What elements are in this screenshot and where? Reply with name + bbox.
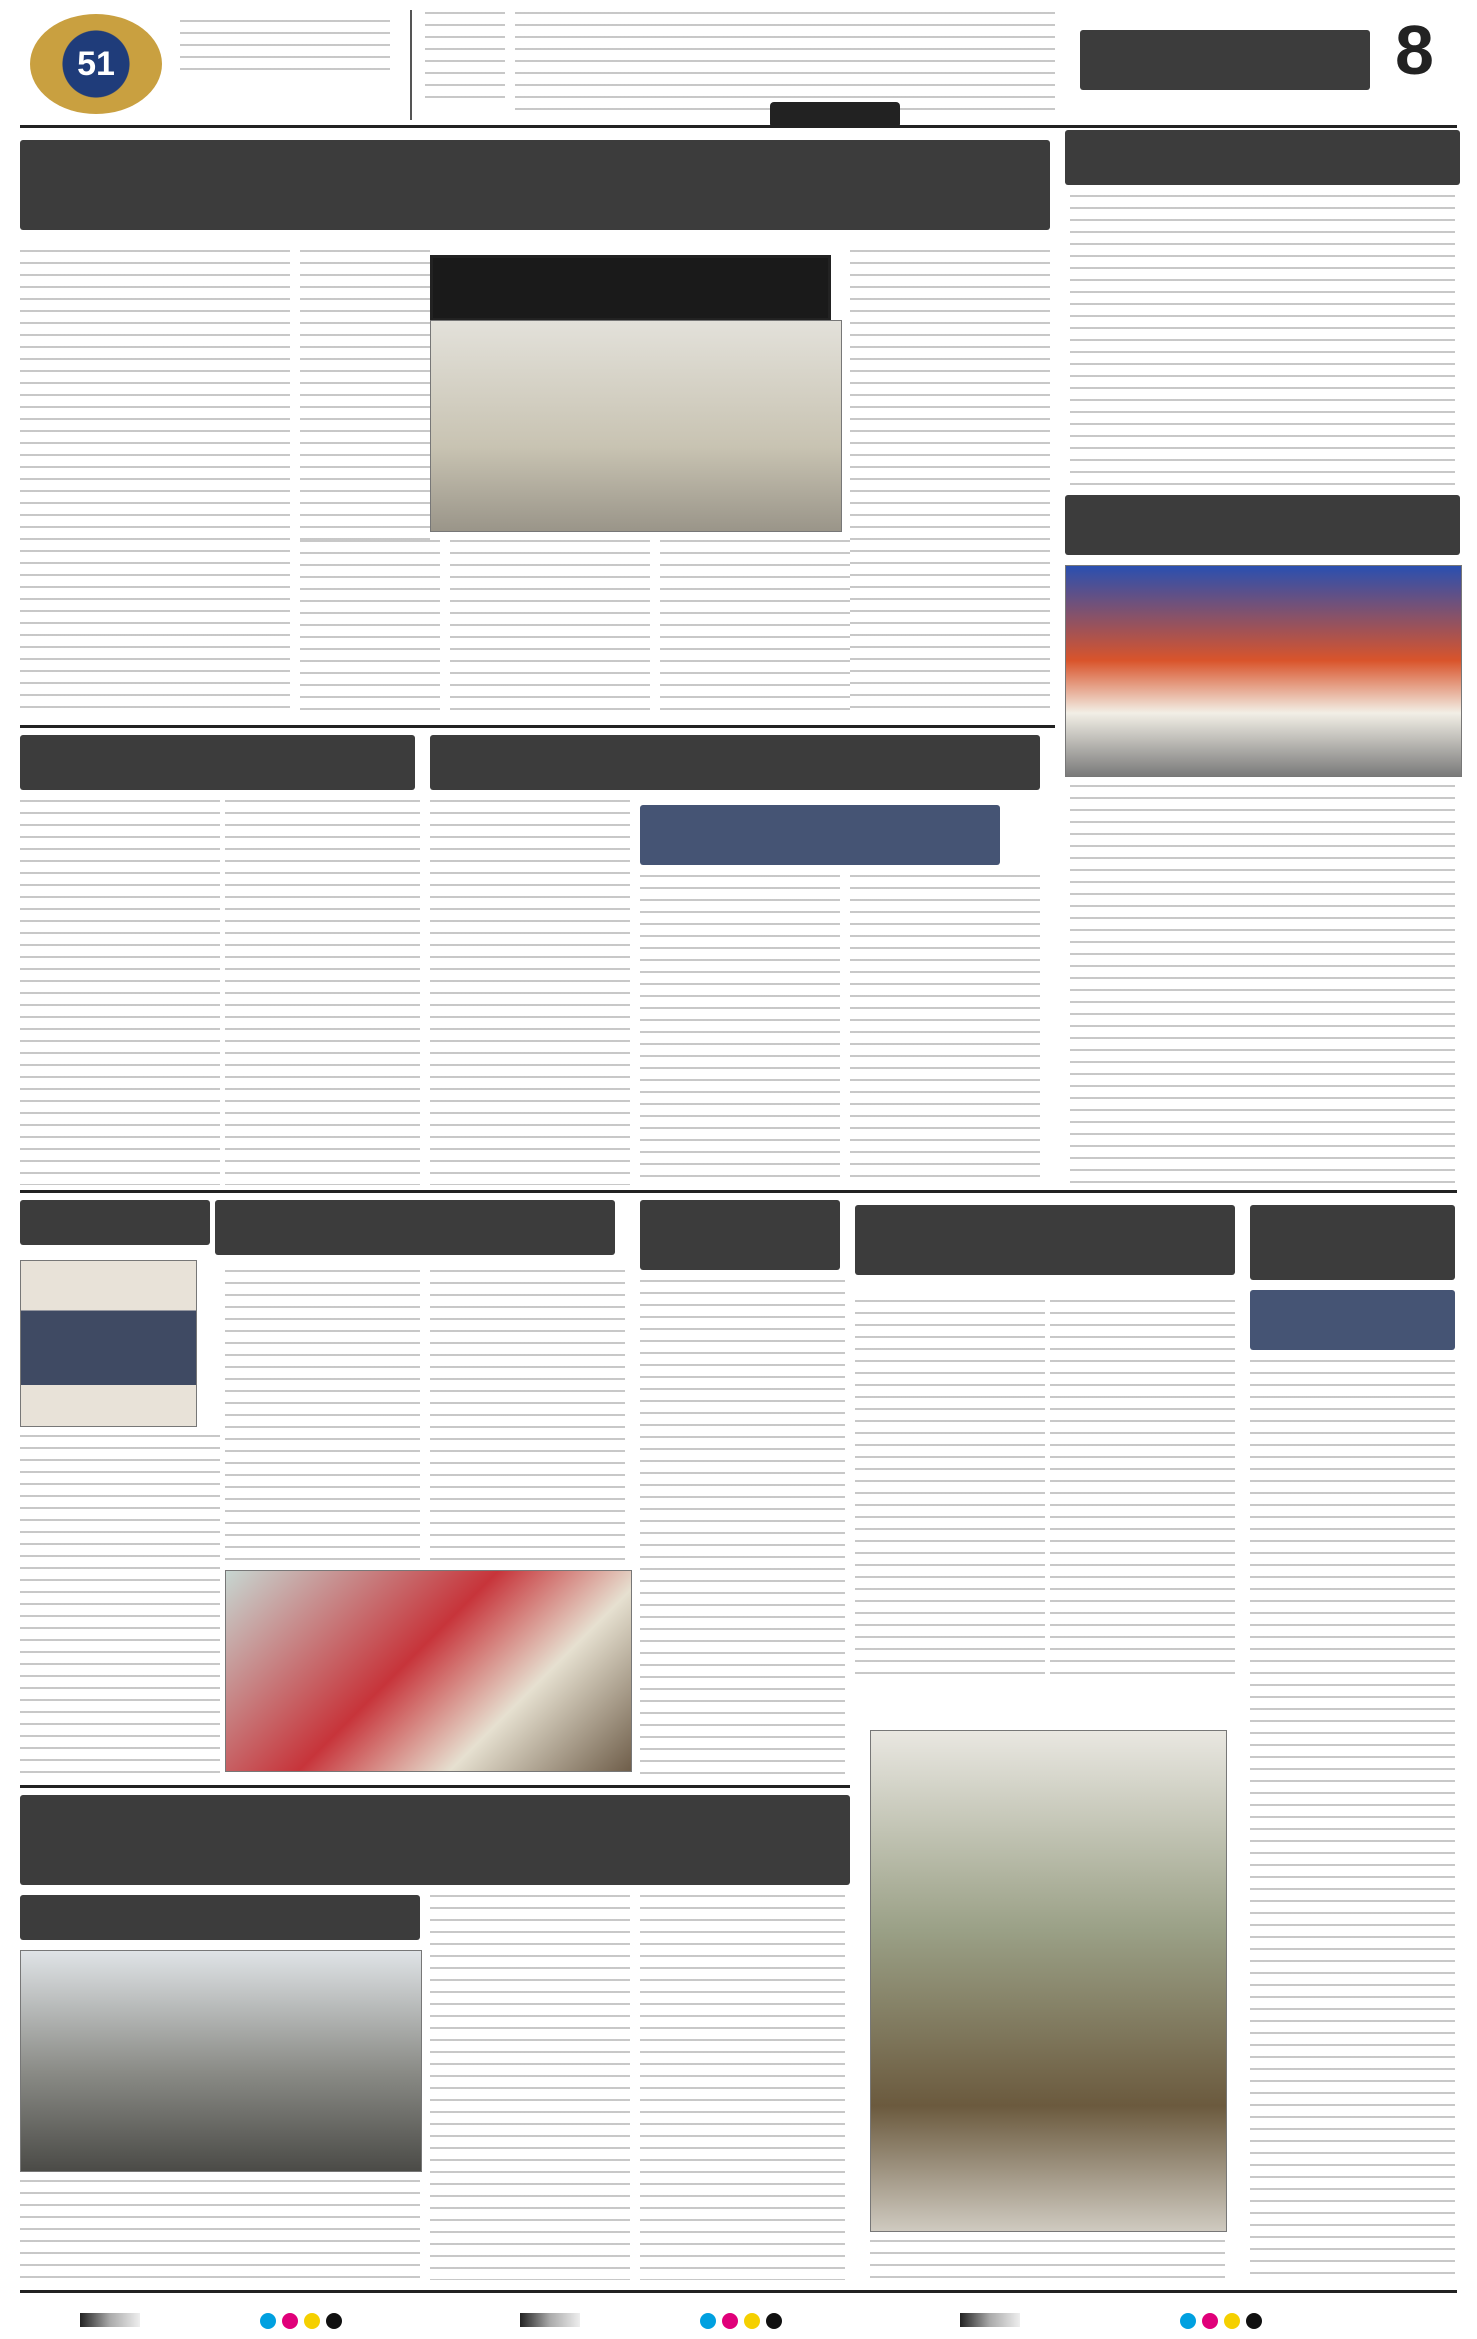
section-title-uttar-odisha <box>1080 30 1370 90</box>
nhrc-col-1 <box>430 800 630 1185</box>
nhrc-col-3 <box>850 875 1040 1185</box>
lead-body-col-5 <box>850 250 1050 715</box>
registration-dots-2 <box>700 2313 782 2331</box>
makar-fair-col-1 <box>855 1300 1045 1675</box>
ganja-seizure-headline <box>20 1795 850 1885</box>
new-bdo-body <box>20 1435 220 1780</box>
police-story-headline <box>1065 130 1460 185</box>
jsw-football-headline <box>1250 1205 1455 1280</box>
office-photo-caption-banner <box>430 255 831 321</box>
newspaper-anniversary-logo <box>30 14 162 114</box>
new-bdo-headline <box>20 1200 210 1245</box>
registration-grayscale-mid <box>520 2313 580 2331</box>
football-story-body <box>1250 1360 1455 2280</box>
fire-news-label <box>425 12 505 102</box>
dateline-block <box>180 20 390 80</box>
lead-headline <box>20 140 1050 230</box>
annual-sports-headline <box>1065 495 1460 555</box>
beehive-tree-photo <box>870 1730 1227 2232</box>
lead-body-col-4 <box>660 540 850 715</box>
ganja-seizure-col-1 <box>20 2180 420 2280</box>
nhrc-report-headline <box>430 735 1040 790</box>
ganja-seizure-col-3 <box>640 1895 845 2280</box>
tusu-col-1 <box>225 1270 420 1560</box>
masthead-rule <box>20 125 1457 128</box>
tusu-festival-headline <box>215 1200 615 1255</box>
makar-festival-headline <box>20 735 415 790</box>
district-banner <box>770 102 900 128</box>
makar-fair-headline <box>855 1205 1235 1275</box>
police-story-body <box>1070 195 1455 485</box>
ganja-seizure-subheadline <box>20 1895 420 1940</box>
football-tournament-subheadline <box>1250 1290 1455 1350</box>
registration-grayscale-right <box>960 2313 1020 2331</box>
nhrc-col-2 <box>640 875 840 1185</box>
crowd-story-body <box>640 1280 845 1780</box>
crowd-headline <box>640 1200 840 1270</box>
registration-grayscale-left <box>80 2313 140 2331</box>
ganja-seizure-col-2 <box>430 1895 630 2280</box>
bdo-portrait-photo <box>20 1260 197 1427</box>
lead-body-col-2 <box>300 250 430 550</box>
makar-festival-col-2 <box>225 800 420 1185</box>
section-rule-1 <box>20 725 1055 728</box>
nhrc-subheadline <box>640 805 1000 865</box>
registration-dots-3 <box>1180 2313 1262 2331</box>
section-rule-3 <box>20 1785 850 1788</box>
annual-sports-body <box>1070 785 1455 1185</box>
makar-festival-col-1 <box>20 800 220 1185</box>
annual-sports-stage-photo <box>1065 565 1462 777</box>
makar-fair-col-2 <box>1050 1300 1235 1675</box>
section-rule-2 <box>20 1190 1457 1193</box>
tusu-dance-photo <box>225 1570 632 1772</box>
page-number: 8 <box>1395 11 1434 89</box>
bottom-rule <box>20 2290 1457 2293</box>
tusu-col-2 <box>430 1270 625 1560</box>
beehive-photo-caption <box>870 2240 1225 2280</box>
lead-body-col-1 <box>20 250 290 710</box>
masthead-divider <box>410 10 412 120</box>
lead-body-col-2b <box>300 540 440 715</box>
registration-dots-1 <box>260 2313 342 2331</box>
seized-vehicles-photo <box>20 1950 422 2172</box>
logo-years: 51 <box>77 44 115 83</box>
lead-body-col-3 <box>450 540 650 715</box>
sub-collector-office-photo <box>430 320 842 532</box>
